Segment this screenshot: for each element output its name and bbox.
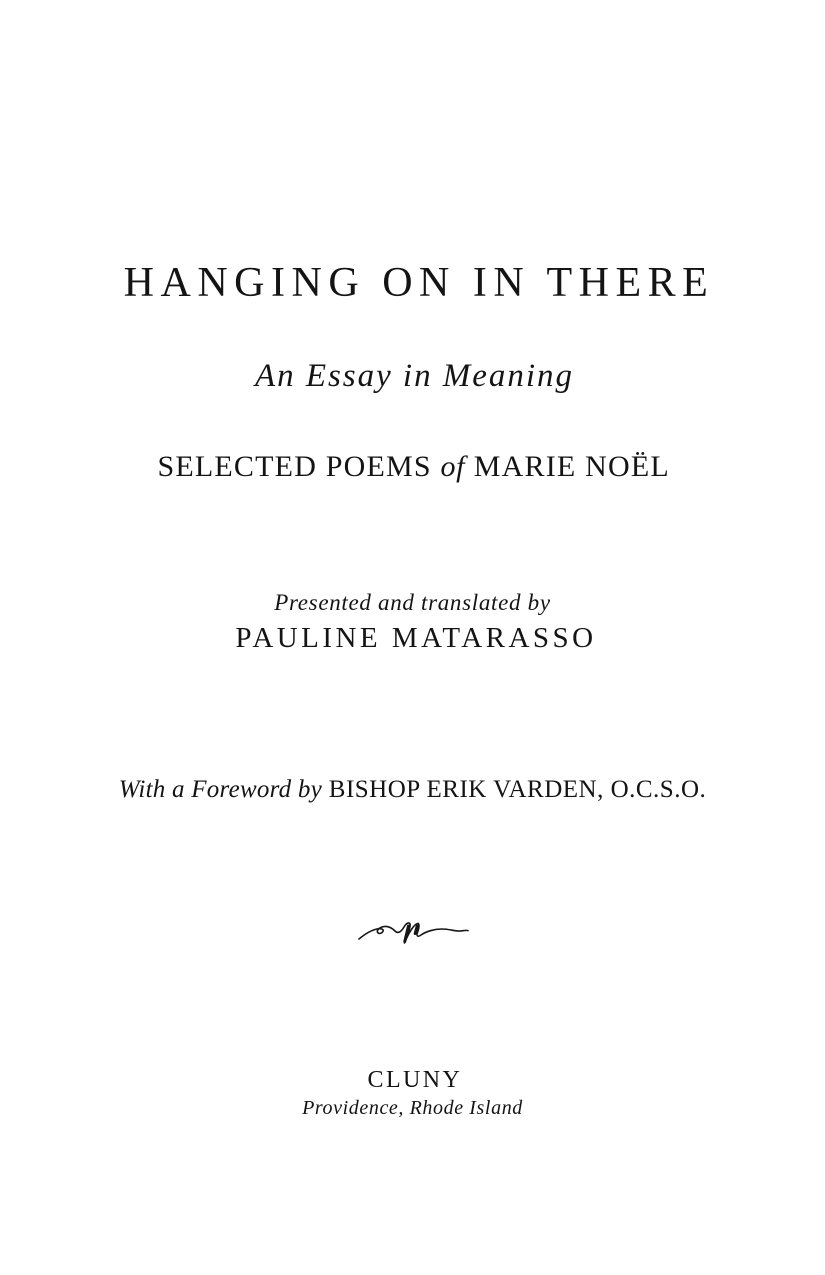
book-title: HANGING ON IN THERE — [123, 260, 715, 306]
translator-name: PAULINE MATARASSO — [235, 622, 597, 654]
series-of-word: of — [440, 450, 466, 483]
publisher-name: CLUNY — [367, 1067, 463, 1093]
flourish-ornament — [355, 916, 471, 956]
foreword-byline: With a Foreword by — [118, 776, 323, 803]
translator-byline: Presented and translated by — [274, 590, 551, 615]
publisher-location: Providence, Rhode Island — [302, 1097, 523, 1119]
series-poems-label: SELECTED POEMS — [157, 450, 432, 483]
foreword-line — [0, 777, 825, 802]
book-subtitle: An Essay in Meaning — [254, 358, 574, 394]
foreword-author-name: BISHOP ERIK VARDEN, O.C.S.O. — [328, 776, 707, 803]
series-line — [0, 452, 825, 482]
series-poet-name: MARIE NOËL — [473, 450, 670, 483]
